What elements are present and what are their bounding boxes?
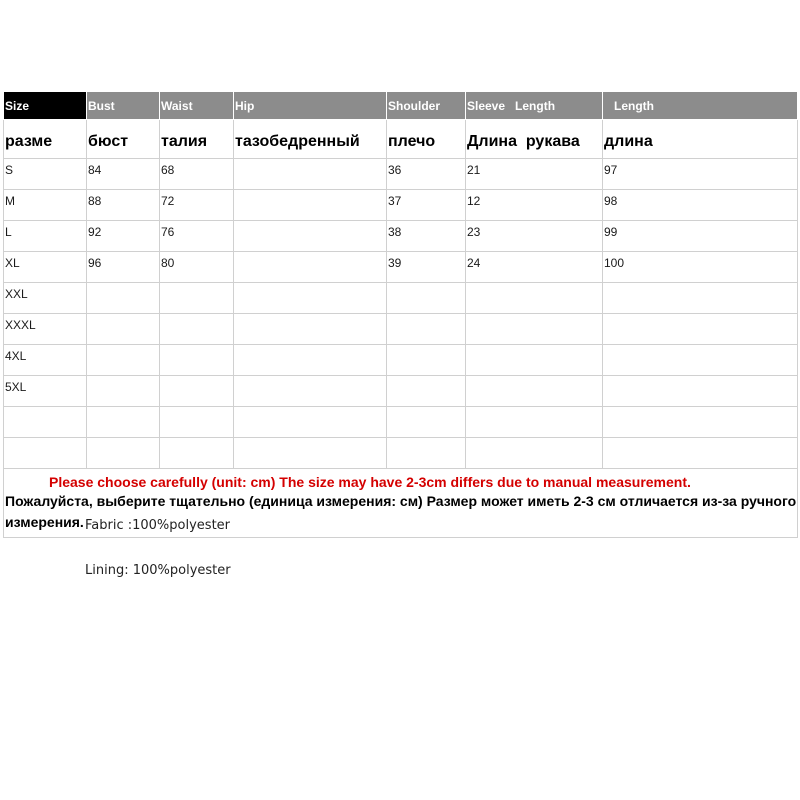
- table-cell: 97: [603, 159, 798, 190]
- table-cell: [234, 438, 387, 469]
- table-cell: [234, 314, 387, 345]
- table-cell: 80: [160, 252, 234, 283]
- table-cell: [603, 314, 798, 345]
- header-row-russian: [4, 120, 798, 159]
- table-cell: [160, 376, 234, 407]
- table-cell: [160, 407, 234, 438]
- header-row-english: [4, 92, 798, 120]
- table-cell: 39: [387, 252, 466, 283]
- table-row: [4, 283, 798, 314]
- table-row: [4, 376, 798, 407]
- fabric-composition: Fabric :100%polyester: [85, 518, 231, 533]
- table-cell: 4XL: [4, 345, 87, 376]
- measurement-note-russian: Пожалуйста, выберите тщательно (единица измерения: см) Размер может иметь 2-3 см отличается из-за ручного измерения.: [5, 493, 797, 530]
- table-row: [4, 438, 798, 469]
- table-row: [4, 252, 798, 283]
- table-cell: 5XL: [4, 376, 87, 407]
- table-row: [4, 345, 798, 376]
- table-cell: [87, 345, 160, 376]
- table-cell: 38: [387, 221, 466, 252]
- table-cell: [387, 407, 466, 438]
- table-cell: [234, 407, 387, 438]
- table-cell: [234, 283, 387, 314]
- table-cell: [466, 314, 603, 345]
- table-cell: 98: [603, 190, 798, 221]
- header-cell-shoulder: Shoulder: [387, 92, 466, 120]
- table-cell: [87, 407, 160, 438]
- table-cell: XXL: [4, 283, 87, 314]
- measurement-note-english: Please choose carefully (unit: cm) The size may have 2-3cm differs due to manual measurement.: [49, 474, 691, 490]
- table-row: [4, 159, 798, 190]
- table-cell: [234, 221, 387, 252]
- table-cell: [87, 438, 160, 469]
- table-cell: 92: [87, 221, 160, 252]
- table-cell: [466, 407, 603, 438]
- table-cell: S: [4, 159, 87, 190]
- table-row: [4, 407, 798, 438]
- header-ru-length: длина: [603, 120, 798, 159]
- table-cell: [387, 438, 466, 469]
- header-ru-hip: тазобедренный: [234, 120, 387, 159]
- table-cell: 88: [87, 190, 160, 221]
- header-cell-hip: Hip: [234, 92, 387, 120]
- table-cell: [603, 376, 798, 407]
- header-cell-waist: Waist: [160, 92, 234, 120]
- table-cell: [466, 438, 603, 469]
- table-cell: [234, 159, 387, 190]
- table-cell: XL: [4, 252, 87, 283]
- table-cell: 84: [87, 159, 160, 190]
- table-cell: 21: [466, 159, 603, 190]
- table-cell: [234, 190, 387, 221]
- table-cell: 100: [603, 252, 798, 283]
- table-cell: L: [4, 221, 87, 252]
- header-cell-size: Size: [4, 92, 87, 120]
- table-cell: [387, 376, 466, 407]
- header-cell-sleeve-length: Sleeve Length: [466, 92, 603, 120]
- table-cell: [466, 283, 603, 314]
- table-cell: 99: [603, 221, 798, 252]
- table-cell: 24: [466, 252, 603, 283]
- table-cell: 96: [87, 252, 160, 283]
- table-cell: [87, 376, 160, 407]
- table-cell: 72: [160, 190, 234, 221]
- lining-composition: Lining: 100%polyester: [85, 563, 231, 578]
- table-cell: [4, 407, 87, 438]
- table-cell: [603, 345, 798, 376]
- table-row: [4, 314, 798, 345]
- table-cell: [603, 438, 798, 469]
- header-ru-shoulder: плечо: [387, 120, 466, 159]
- table-cell: [87, 314, 160, 345]
- table-cell: [160, 283, 234, 314]
- table-cell: [387, 283, 466, 314]
- table-cell: [603, 283, 798, 314]
- table-cell: [160, 314, 234, 345]
- table-row: [4, 221, 798, 252]
- table-cell: [387, 314, 466, 345]
- header-cell-bust: Bust: [87, 92, 160, 120]
- table-cell: [234, 376, 387, 407]
- table-cell: 12: [466, 190, 603, 221]
- header-ru-size: разме: [4, 120, 87, 159]
- table-cell: [466, 345, 603, 376]
- table-cell: [160, 345, 234, 376]
- table-cell: 37: [387, 190, 466, 221]
- table-cell: 76: [160, 221, 234, 252]
- table-cell: [234, 252, 387, 283]
- table-cell: [387, 345, 466, 376]
- size-chart-table: [3, 91, 798, 538]
- table-cell: XXXL: [4, 314, 87, 345]
- header-cell-length: Length: [603, 92, 798, 120]
- table-cell: [4, 438, 87, 469]
- table-cell: [603, 407, 798, 438]
- header-ru-bust: бюст: [87, 120, 160, 159]
- table-cell: [160, 438, 234, 469]
- table-row: [4, 190, 798, 221]
- table-cell: 68: [160, 159, 234, 190]
- table-cell: M: [4, 190, 87, 221]
- table-cell: 23: [466, 221, 603, 252]
- header-ru-sleeve-length: Длина рукава: [466, 120, 603, 159]
- table-cell: [87, 283, 160, 314]
- table-cell: [466, 376, 603, 407]
- header-ru-waist: талия: [160, 120, 234, 159]
- table-cell: 36: [387, 159, 466, 190]
- table-cell: [234, 345, 387, 376]
